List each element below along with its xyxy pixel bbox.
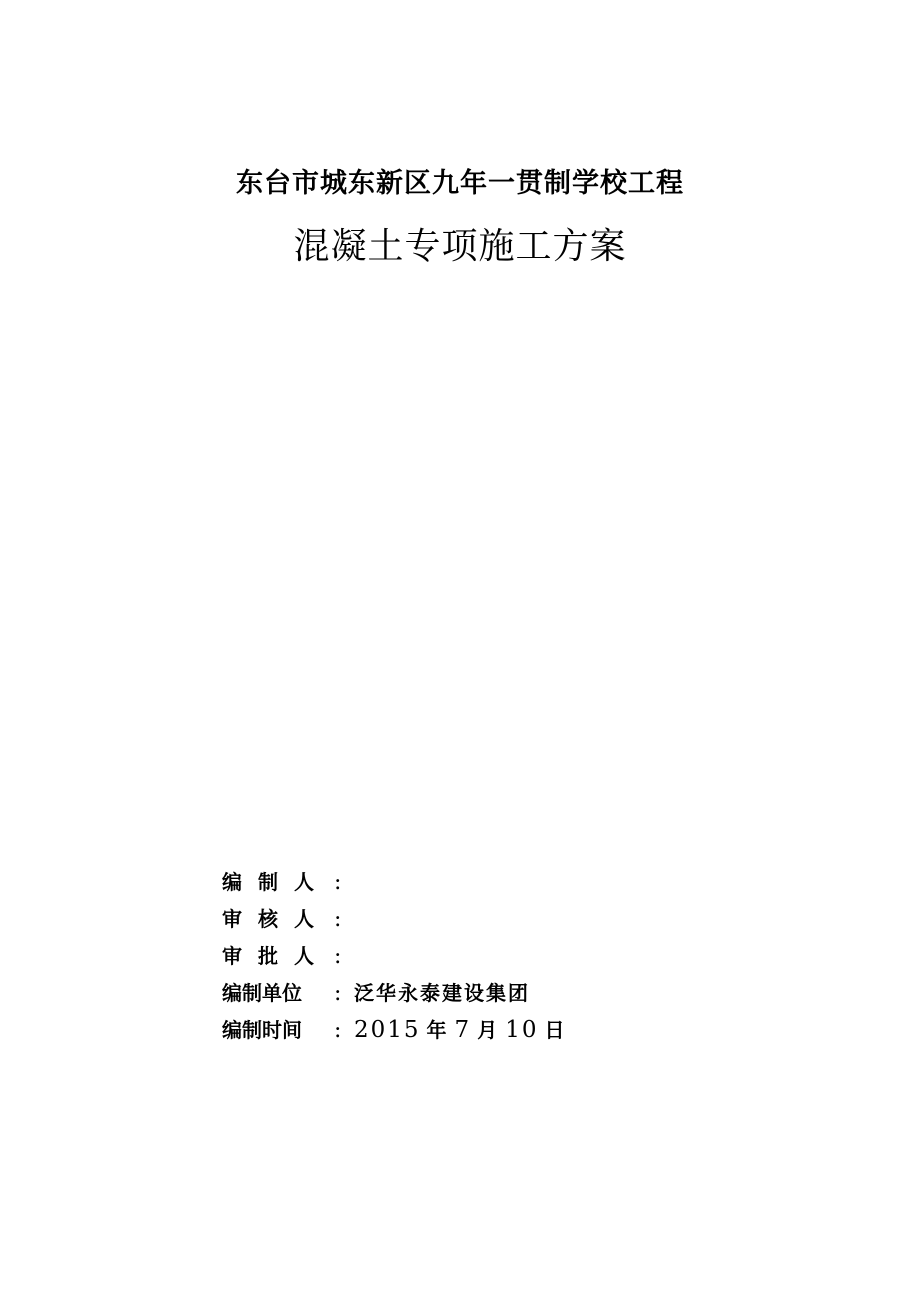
colon: : <box>334 870 342 895</box>
colon: : <box>334 907 342 932</box>
date-day: 10 <box>505 1017 539 1043</box>
approver-label: 审批人 <box>222 944 330 968</box>
date-year: 2015 <box>354 1017 421 1043</box>
date-value <box>354 1012 572 1049</box>
colon: : <box>334 1018 342 1043</box>
unit-value: 泛华永泰建设集团 <box>354 981 530 1005</box>
plan-title: 混凝土专项施工方案 <box>293 226 627 267</box>
time-row <box>222 1012 822 1049</box>
colon: : <box>334 981 342 1006</box>
signoff-block <box>222 864 822 1049</box>
compiler-row <box>222 864 822 901</box>
unit-label: 编制单位 <box>222 981 302 1005</box>
date-month: 7 <box>454 1017 472 1043</box>
date-month-unit: 月 <box>477 1018 500 1042</box>
date-year-unit: 年 <box>426 1018 449 1042</box>
project-title: 东台市城东新区九年一贯制学校工程 <box>236 168 684 199</box>
reviewer-row <box>222 901 822 938</box>
reviewer-label: 审核人 <box>222 907 330 931</box>
approver-row <box>222 938 822 975</box>
unit-row <box>222 975 822 1012</box>
colon: : <box>334 944 342 969</box>
date-day-unit: 日 <box>544 1018 567 1042</box>
compiler-label: 编制人 <box>222 870 330 894</box>
time-label: 编制时间 <box>222 1018 302 1042</box>
